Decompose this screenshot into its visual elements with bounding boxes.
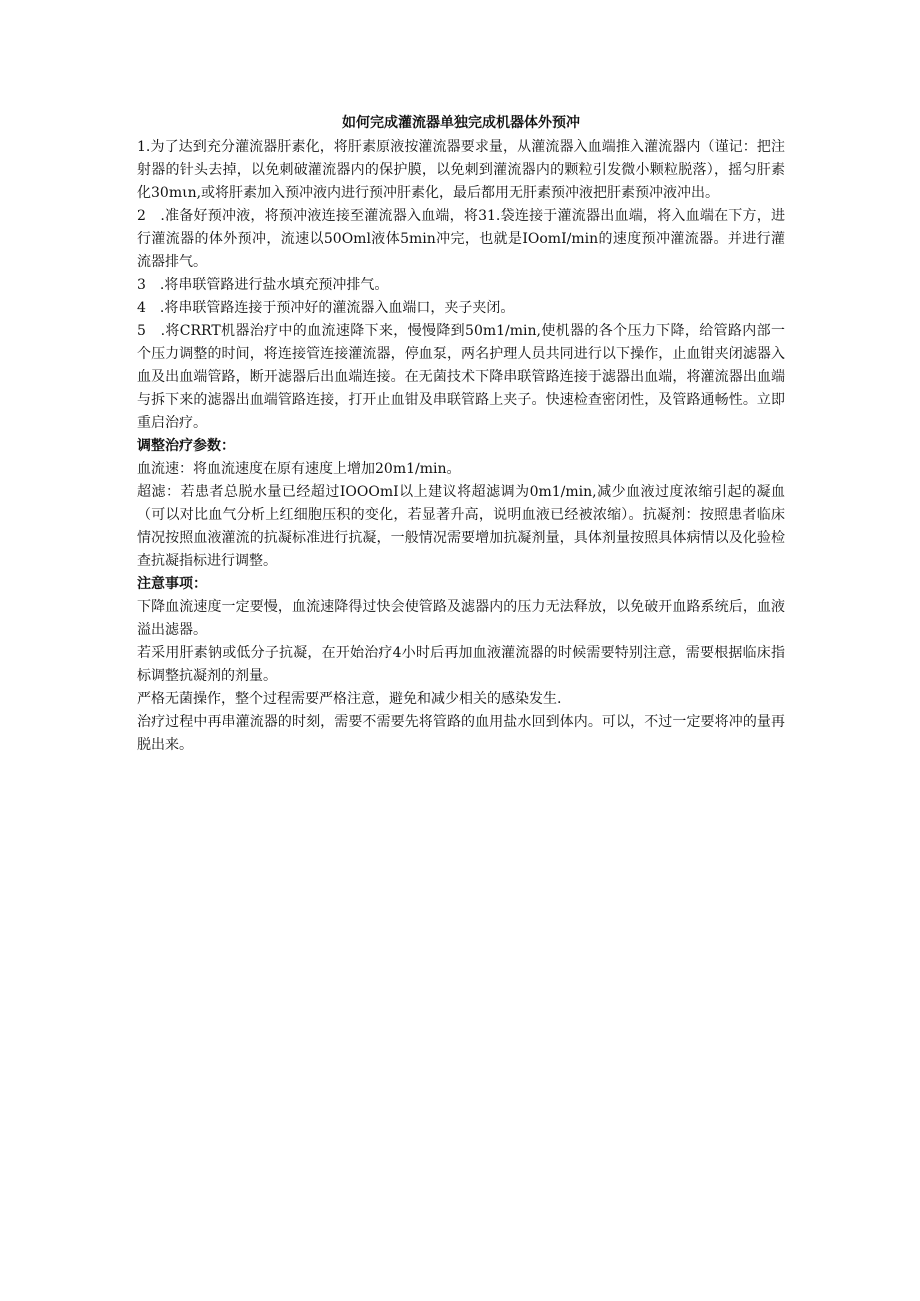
ultrafiltration-paragraph: 超滤：若患者总脱水量已经超过IOOOmI以上建议将超滤调为0m1∕min,减少血液过度浓缩引起的凝血（可以对比血气分析上红细胞压积的变化，若显著升高，说明血液已经被浓缩）。抗凝剂：按照患者临床情况按照血液灌流的抗凝标准进行抗凝，一般情况需要增加抗凝剂量，具体剂量按照具体病情以及化验检查抗凝指标进行调整。	[137, 484, 785, 569]
page-title: 如何完成灌流器单独完成机器体外预冲	[342, 115, 580, 131]
note-4: 治疗过程中再串灌流器的时刻，需要不需要先将管路的血用盐水回到体内。可以，不过一定要将冲的量再脱出来。	[137, 714, 785, 753]
note-3: 严格无菌操作，整个过程需要严格注意，避免和减少相关的感染发生.	[137, 691, 562, 707]
step-3: 3 .将串联管路进行盐水填充预冲排气。	[137, 277, 389, 293]
note-2: 若采用肝素钠或低分子抗凝，在开始治疗4小时后再加血液灌流器的时候需要特别注意，需要根据临床指标调整抗凝剂的剂量。	[137, 645, 785, 684]
notes-heading: 注意事项：	[137, 576, 207, 592]
step-2: 2 .准备好预冲液，将预冲液连接至灌流器入血端，将31.袋连接于灌流器出血端，将入血端在下方，进行灌流器的体外预冲，流速以50Oml液体5min冲完，也就是IOomI∕min的速度预冲灌流器。并进行灌流器排气。	[137, 208, 785, 270]
note-1: 下降血流速度一定要慢，血流速降得过快会使管路及滤器内的压力无法释放，以免破开血路系统后，血液溢出滤器。	[137, 599, 785, 638]
adjust-params-heading: 调整治疗参数：	[137, 438, 235, 454]
step-1: 1.为了达到充分灌流器肝素化，将肝素原液按灌流器要求量，从灌流器入血端推入灌流器内（谨记：把注射器的针头去掉，以免刺破灌流器内的保护膜，以免刺到灌流器内的颗粒引发微小颗粒脱落），摇匀肝素化30mιn,或将肝素加入预冲液内进行预冲肝素化，最后都用无肝素预冲液把肝素预冲液冲出。	[137, 139, 785, 201]
step-5: 5 .将CRRT机器治疗中的血流速降下来，慢慢降到50m1∕min,使机器的各个压力下降，给管路内部一个压力调整的时间，将连接管连接灌流器，停血泵，两名护理人员共同进行以下操作，止血钳夹闭滤器入血及出血端管路，断开滤器后出血端连接。在无菌技术下降串联管路连接于滤器出血端，将灌流器出血端与拆下来的滤器出血端管路连接，打开止血钳及串联管路上夹子。快速检查密闭性，及管路通畅性。立即重启治疗。	[137, 323, 785, 431]
blood-flow-paragraph: 血流速：将血流速度在原有速度上增加20m1∕min。	[137, 461, 461, 477]
document-page	[137, 113, 785, 757]
step-4: 4 .将串联管路连接于预冲好的灌流器入血端口，夹子夹闭。	[137, 300, 515, 316]
